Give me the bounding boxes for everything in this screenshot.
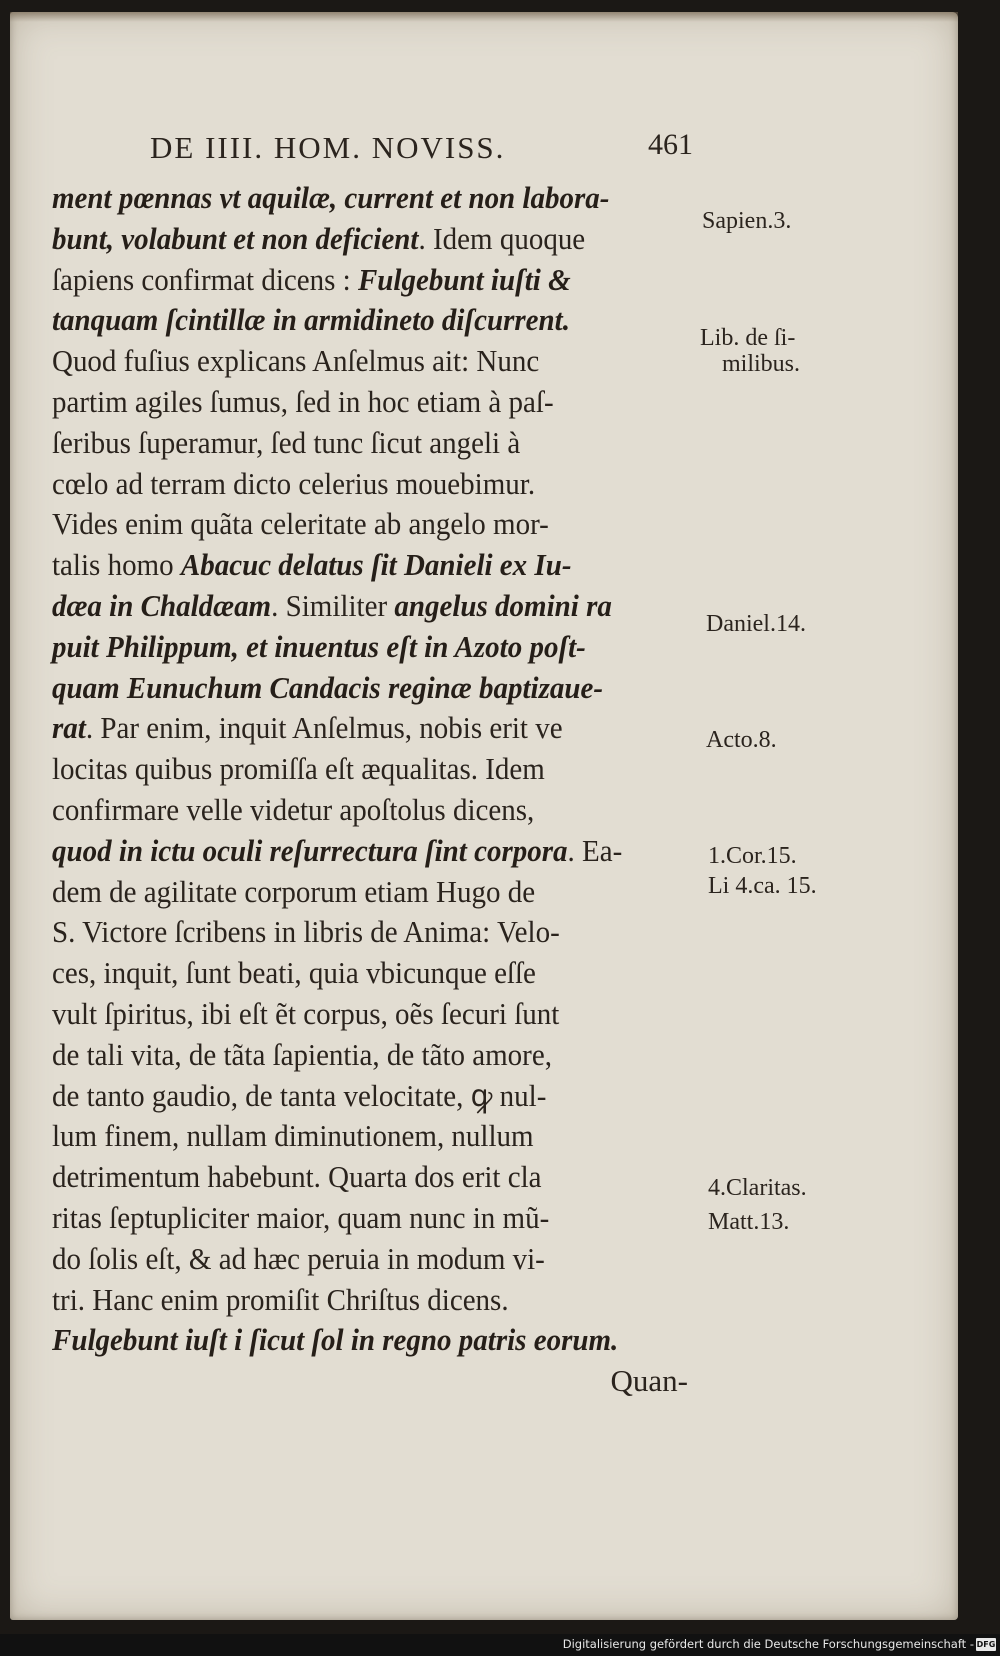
text-line xyxy=(52,341,688,382)
book-page xyxy=(10,12,958,1620)
text-segment: S. Victore ſcribens in libris de Anima: Velo- xyxy=(52,914,560,950)
marginal-note: milibus. xyxy=(722,351,801,377)
text-line xyxy=(52,464,688,505)
text-segment: tri. Hanc enim promiſit Chriſtus dicens. xyxy=(52,1281,509,1317)
text-segment: . Idem quoque xyxy=(418,220,586,256)
text-line xyxy=(52,504,688,545)
text-line xyxy=(52,1076,688,1117)
text-line xyxy=(52,423,688,464)
text-line xyxy=(52,260,688,301)
text-line xyxy=(52,912,688,953)
marginal-note: Li 4.ca. 15. xyxy=(708,873,817,899)
footer-bar xyxy=(0,1634,1000,1656)
text-segment: ſeribus ſuperamur, ſed tunc ſicut angeli à xyxy=(52,424,521,460)
text-line xyxy=(52,1239,688,1280)
text-segment: Quod fuſius explicans Anſelmus ait: Nunc xyxy=(52,343,540,379)
text-line xyxy=(52,749,688,790)
text-line xyxy=(52,300,688,341)
text-segment: . Similiter xyxy=(271,587,395,623)
text-segment: vult ſpiritus, ibi eſt ẽt corpus, oẽs ſecuri ſunt xyxy=(52,995,560,1031)
text-segment: Vides enim quãta celeritate ab angelo mor- xyxy=(52,506,549,542)
text-line xyxy=(52,1198,688,1239)
italic-quotation: tanquam ſcintillæ in armidineto diſcurrent. xyxy=(52,302,570,338)
marginal-note: Sapien.3. xyxy=(702,208,792,234)
text-line xyxy=(52,1320,688,1361)
italic-quotation: quod in ictu oculi reſurrectura ſint corpora xyxy=(52,832,568,868)
text-segment: lum finem, nullam diminutionem, nullum xyxy=(52,1118,534,1154)
text-line xyxy=(52,872,688,913)
text-segment: detrimentum habebunt. Quarta dos erit cla xyxy=(52,1159,542,1195)
italic-quotation: Abacuc delatus ſit Danieli ex Iu- xyxy=(180,547,572,583)
text-line xyxy=(52,790,688,831)
text-segment: . Par enim, inquit Anſelmus, nobis erit ve xyxy=(85,710,563,746)
text-line xyxy=(52,708,688,749)
marginal-note: Matt.13. xyxy=(708,1209,790,1235)
text-segment: de tanto gaudio, de tanta velocitate, ꝙ nul- xyxy=(52,1077,547,1113)
text-segment: de tali vita, de tãta ſapientia, de tãto amore, xyxy=(52,1036,552,1072)
marginal-note: Acto.8. xyxy=(706,727,777,753)
funding-credit: Digitalisierung gefördert durch die Deutsche Forschungsgemeinschaft - xyxy=(562,1637,974,1651)
marginal-note: Daniel.14. xyxy=(706,611,806,637)
text-line xyxy=(52,1157,688,1198)
text-line xyxy=(52,1035,688,1076)
italic-quotation: rat xyxy=(52,710,86,746)
running-head: DE IIII. HOM. NOVISS. xyxy=(150,130,506,165)
text-segment: do ſolis eſt, & ad hæc peruia in modum vi- xyxy=(52,1240,545,1276)
text-line xyxy=(52,586,688,627)
marginal-note: Lib. de ſi- xyxy=(700,325,796,351)
main-text-block xyxy=(52,178,732,1402)
text-line xyxy=(52,1116,688,1157)
text-line xyxy=(52,382,688,423)
text-line xyxy=(52,545,688,586)
italic-quotation: quam Eunuchum Candacis reginæ baptizaue- xyxy=(52,669,604,705)
text-line xyxy=(52,178,688,219)
text-line xyxy=(52,219,688,260)
italic-quotation: Fulgebunt iuſti & xyxy=(357,261,571,297)
text-segment: ces, inquit, ſunt beati, quia vbicunque eſſe xyxy=(52,955,536,991)
italic-quotation: dæa in Chaldæam xyxy=(52,587,272,623)
text-segment: ſapiens confirmat dicens : xyxy=(52,261,358,297)
text-line xyxy=(52,994,688,1035)
catchword: Quan- xyxy=(610,1363,688,1399)
text-line xyxy=(52,627,688,668)
text-segment: partim agiles ſumus, ſed in hoc etiam à paſ- xyxy=(52,383,554,419)
marginal-note: 1.Cor.15. xyxy=(708,843,797,869)
text-segment: locitas quibus promiſſa eſt æqualitas. Idem xyxy=(52,751,545,787)
text-line xyxy=(52,1280,688,1321)
text-segment: . Ea- xyxy=(567,832,623,868)
text-segment: dem de agilitate corporum etiam Hugo de xyxy=(52,873,536,909)
italic-quotation: puit Philippum, et inuentus eſt in Azoto poſt- xyxy=(52,628,586,664)
dfg-logo-icon: DFG xyxy=(976,1640,996,1649)
text-segment: confirmare velle videtur apoſtolus dicens, xyxy=(52,791,535,827)
italic-quotation: angelus domini ra xyxy=(394,587,612,623)
italic-quotation: bunt, volabunt et non deficient xyxy=(52,220,419,256)
text-segment: ritas ſeptupliciter maior, quam nunc in mũ- xyxy=(52,1199,550,1235)
text-line xyxy=(52,953,688,994)
text-line xyxy=(52,831,688,872)
text-segment: talis homo xyxy=(52,547,181,583)
text-segment: cœlo ad terram dicto celerius mouebimur. xyxy=(52,465,536,501)
page-edge-shadow xyxy=(10,12,958,22)
italic-quotation: Fulgebunt iuſt i ſicut ſol in regno patris eorum. xyxy=(52,1322,619,1358)
text-line xyxy=(52,668,688,709)
italic-quotation: ment pœnnas vt aquilæ, current et non labora- xyxy=(52,180,610,215)
page-number: 461 xyxy=(648,128,693,161)
marginal-note: 4.Claritas. xyxy=(708,1175,807,1201)
